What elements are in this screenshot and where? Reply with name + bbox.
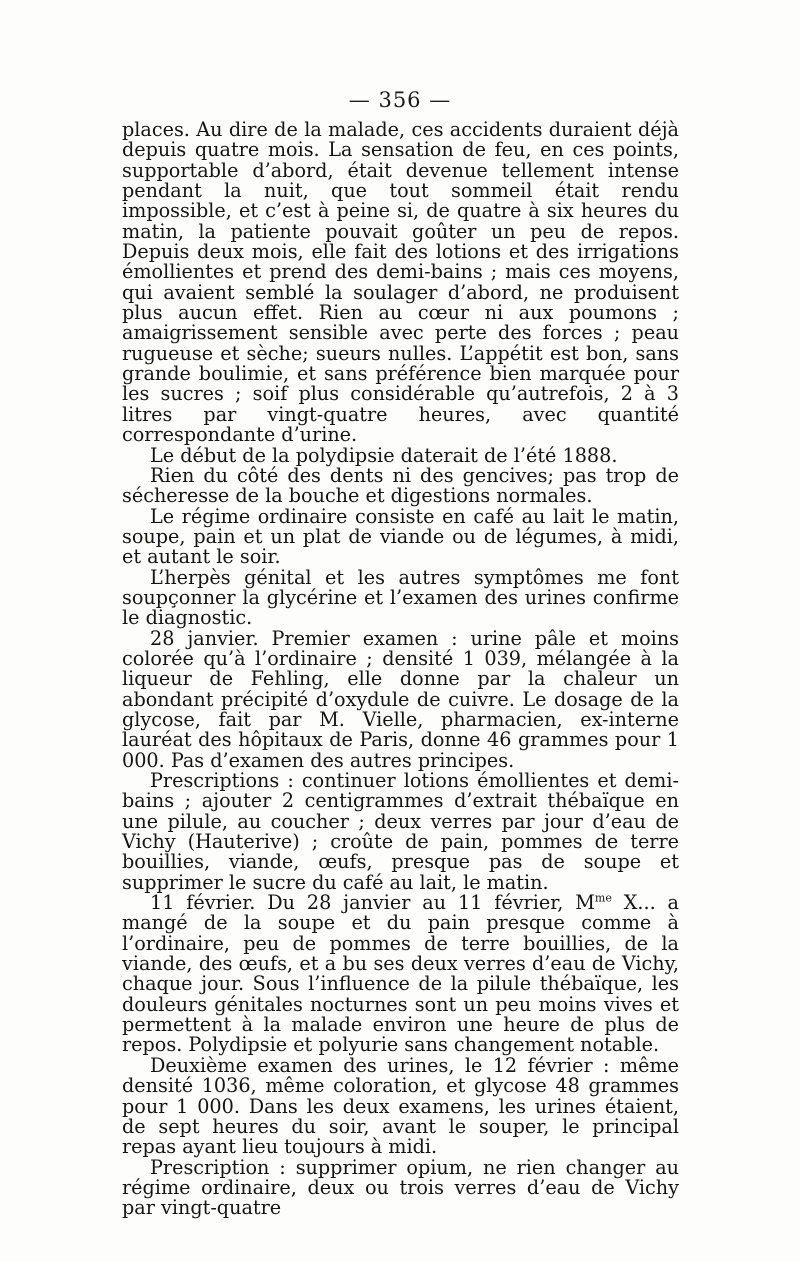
paragraph-diagnosis: L’herpès génital et les autres symptômes me font soupçonner la glycérine et l’examen des urines confirme le diagnostic. [122,565,679,630]
body-text [122,120,679,1219]
paragraph-continuation: places. Au dire de la malade, ces accidents duraient déjà depuis quatre mois. La sensation de feu, en ces points, supportable d’abord, était devenue tellement intense pendant la nuit, que tout sommeil était rendu impossible, et c’est à peine si, de quatre à six heures du matin, la patiente pouvait goûter un peu de repos. Depuis deux mois, elle fait des lotions et des irrigations émollientes et prend des demi-bains ; mais ces moyens, qui avaient semblé la soulager d’abord, ne produisent plus aucun effet. Rien au cœur ni aux poumons ; amaigrissement sensible avec perte des forces ; peau rugueuse et sèche; sueurs nulles. L’appétit est bon, sans grande boulimie, et sans préférence bien marquée pour les sucres ; soif plus considérable qu’autrefois, 2 à 3 litres par vingt-quatre heures, avec quantité correspondante d’urine. [122,118,679,447]
paragraph-ordinary-diet: Le régime ordinaire consiste en café au lait le matin, soupe, pain et un plat de viande ou de légumes, à midi, et autant le soir. [122,504,679,569]
paragraph-february-11 [122,893,679,1056]
title-superscript: me [594,891,612,905]
page-number: — 356 — [348,88,452,112]
paragraph-second-exam: Deuxième examen des urines, le 12 février : même densité 1036, même coloration, et glycose 48 grammes pour 1 000. Dans les deux examens, les urines étaient, de sept heures du soir, avant le souper, le principal repas ayant lieu toujours à midi. [122,1053,679,1159]
paragraph-february-11-start: 11 février. Du 28 janvier au 11 février, M [150,891,595,915]
paragraph-final-prescription: Prescription : supprimer opium, ne rien changer au régime ordinaire, deux ou trois verres d’eau de Vichy par vingt-quatre [122,1155,679,1220]
paragraph-prescriptions: Prescriptions : continuer lotions émollientes et demi-bains ; ajouter 2 centigrammes d’extrait thébaïque en une pilule, au coucher ; deux verres par jour d’eau de Vichy (Hauterive) ; croûte de pain, pommes de terre bouillies, viande, œufs, presque pas de soupe et supprimer le sucre du café au lait, le matin. [122,769,679,894]
paragraph-polydipsia-onset: Le début de la polydipsie daterait de l’été 1888. [150,443,618,467]
paragraph-february-11-rest: X... a mangé de la soupe et du pain presque comme à l’ordinaire, peu de pommes de terre bouillies, de la viande, des œufs, et a bu ses deux verres d’eau de Vichy, chaque jour. Sous l’influence de la pilule thébaïque, les douleurs génitales nocturnes sont un peu moins vives et permettent à la malade environ une heure de plus de repos. Polydipsie et polyurie sans changement notable. [122,891,679,1057]
paragraph-teeth-gums: Rien du côté des dents ni des gencives; pas trop de sécheresse de la bouche et digestions normales. [122,463,679,508]
paragraph-first-exam: 28 janvier. Premier examen : urine pâle et moins colorée qu’à l’ordinaire ; densité 1 039, mélangée à la liqueur de Fehling, elle donne par la chaleur un abondant précipité d’oxydule de cuivre. Le dosage de la glycose, fait par M. Vielle, pharmacien, ex-interne lauréat des hôpitaux de Paris, donne 46 grammes pour 1 000. Pas d’examen des autres principes. [122,626,679,772]
